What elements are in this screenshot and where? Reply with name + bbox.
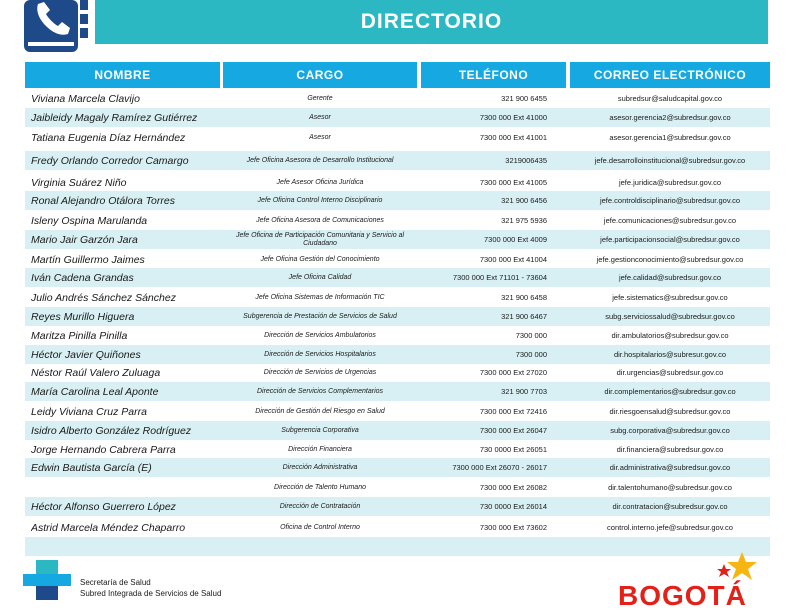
column-header-telefono: TELÉFONO <box>421 62 566 88</box>
table-row <box>25 518 770 537</box>
table-row <box>25 89 770 108</box>
table-row <box>25 268 770 287</box>
contact-email: dir.riesgoensalud@subredsur.gov.co <box>609 407 731 416</box>
table-row <box>25 151 770 170</box>
table-row <box>25 345 770 364</box>
contact-cargo: Gerente <box>307 94 333 102</box>
contact-cargo: Subgerencia Corporativa <box>281 426 359 434</box>
contact-cargo <box>223 537 417 556</box>
column-header-cargo: CARGO <box>223 62 417 88</box>
contact-email: subg.corporativa@subredsur.gov.co <box>610 426 730 435</box>
contact-phone: 7300 000 Ext 71101 - 73604 <box>452 273 547 282</box>
contact-cargo: Dirección de Gestión del Riesgo en Salud <box>255 407 385 415</box>
contact-email: dir.hospitalarios@subresur.gov.co <box>613 350 727 359</box>
contact-name: Héctor Javier Quiñones <box>31 348 141 361</box>
contact-email: dir.complementarios@subredsur.gov.co <box>604 387 736 396</box>
contact-phone: 3219006435 <box>505 156 547 165</box>
contact-name: Maritza Pinilla Pinilla <box>31 329 128 342</box>
contact-cargo: Asesor <box>309 113 331 121</box>
table-row <box>25 537 770 556</box>
contact-name: Iván Cadena Grandas <box>31 271 134 284</box>
contact-email: jefe.calidad@subredsur.gov.co <box>618 273 722 282</box>
contact-name <box>31 537 225 556</box>
contact-phone: 7300 000 Ext 26070 - 26017 <box>452 463 547 472</box>
contact-email: asesor.gerencia2@subredsur.gov.co <box>609 113 731 122</box>
contact-cargo: Jefe Oficina Asesora de Comunicaciones <box>256 216 384 224</box>
footer-line-1: Secretaría de Salud <box>80 578 151 587</box>
table-row <box>25 108 770 127</box>
table-row <box>25 288 770 307</box>
contact-phone: 7300 000 Ext 27020 <box>479 368 547 377</box>
contact-email: dir.ambulatorios@subredsur.gov.co <box>611 331 729 340</box>
contact-cargo: Jefe Oficina Calidad <box>288 273 352 281</box>
phone-book-icon <box>22 0 92 54</box>
contact-phone: 730 0000 Ext 26051 <box>479 445 547 454</box>
table-row <box>25 230 770 249</box>
contact-email: jefe.participacionsocial@subredsur.gov.co <box>600 235 740 244</box>
contact-name: Fredy Orlando Corredor Camargo <box>31 154 189 167</box>
contact-email: dir.talentohumano@subredsur.gov.co <box>608 483 732 492</box>
contact-phone: 7300 000 Ext 41004 <box>479 255 547 264</box>
contact-name: Reyes Murillo Higuera <box>31 310 135 323</box>
table-row <box>25 497 770 516</box>
contact-email: subg.serviciossalud@subredsur.gov.co <box>605 312 735 321</box>
contact-name: Isleny Ospina Marulanda <box>31 214 148 227</box>
table-row <box>25 363 770 382</box>
contact-phone: 321 900 6455 <box>501 94 547 103</box>
table-row <box>25 440 770 459</box>
contact-email: control.interno.jefe@subredsur.gov.co <box>607 523 733 532</box>
contact-phone: 321 900 6467 <box>501 312 547 321</box>
table-row <box>25 402 770 421</box>
contact-name: Viviana Marcela Clavijo <box>31 92 140 105</box>
table-row <box>25 421 770 440</box>
table-row <box>25 382 770 401</box>
contact-cargo: Dirección Administrativa <box>282 463 358 471</box>
contact-phone: 7300 000 Ext 72416 <box>479 407 547 416</box>
table-row <box>25 458 770 477</box>
contact-phone: 7300 000 Ext 26047 <box>479 426 547 435</box>
contact-phone <box>423 537 547 556</box>
contact-cargo: Dirección de Servicios Complementarios <box>256 387 384 395</box>
contact-cargo: Subgerencia de Prestación de Servicios de Salud <box>243 312 397 320</box>
contact-cargo: Dirección Financiera <box>288 445 352 453</box>
contact-cargo: Jefe Oficina Sistemas de Información TIC <box>255 293 385 301</box>
contact-phone: 730 0000 Ext 26014 <box>479 502 547 511</box>
brand-logo-text: BOGOTÁ <box>618 580 747 611</box>
table-row <box>25 211 770 230</box>
contact-name: Martín Guillermo Jaimes <box>31 253 145 266</box>
contact-phone: 321 975 5936 <box>501 216 547 225</box>
contact-name: Edwin Bautista García (E) <box>31 461 152 474</box>
contact-email: jefe.desarrolloinstitucional@subredsur.gov.co <box>594 156 746 165</box>
contact-cargo: Jefe Asesor Oficina Jurídica <box>276 178 364 186</box>
footer-line-2: Subred Integrada de Servicios de Salud <box>80 589 222 598</box>
column-header-nombre: NOMBRE <box>25 62 220 88</box>
table-row <box>25 128 770 147</box>
table-row <box>25 478 770 497</box>
table-row <box>25 191 770 210</box>
contact-email: subredsur@saludcapital.gov.co <box>617 94 723 103</box>
contact-email: jefe.comunicaciones@subredsur.gov.co <box>603 216 737 225</box>
contact-name: Tatiana Eugenia Díaz Hernández <box>31 131 186 144</box>
contact-email: jefe.juridica@subredsur.gov.co <box>618 178 722 187</box>
contact-name: Isidro Alberto González Rodríguez <box>31 424 192 437</box>
contact-name: Néstor Raúl Valero Zuluaga <box>31 366 161 379</box>
contact-cargo: Asesor <box>309 133 331 141</box>
table-row <box>25 307 770 326</box>
contact-phone: 7300 000 Ext 4009 <box>484 235 547 244</box>
contact-phone: 7300 000 Ext 41001 <box>479 133 547 142</box>
contact-name: Virginia Suárez Niño <box>31 176 127 189</box>
health-cross-logo-icon <box>20 560 75 600</box>
contact-cargo: Jefe Oficina Control Interno Disciplinario <box>257 196 383 204</box>
contact-cargo: Dirección de Contratación <box>279 502 361 510</box>
table-row <box>25 326 770 345</box>
column-header-correo: CORREO ELECTRÓNICO <box>570 62 770 88</box>
contact-cargo: Jefe Oficina Asesora de Desarrollo Institucional <box>246 156 394 164</box>
contact-name: María Carolina Leal Aponte <box>31 385 159 398</box>
contact-cargo: Dirección de Servicios de Urgencias <box>263 368 377 376</box>
contact-email: asesor.gerencia1@subredsur.gov.co <box>609 133 731 142</box>
contact-name <box>31 478 225 497</box>
page-title: DIRECTORIO <box>360 10 503 33</box>
contact-name: Julio Andrés Sánchez Sánchez <box>31 291 176 304</box>
contact-cargo: Dirección de Servicios Hospitalarios <box>264 350 376 358</box>
contact-email: dir.urgencias@subredsur.gov.co <box>616 368 724 377</box>
contact-cargo: Oficina de Control Interno <box>280 523 360 531</box>
contact-email: jefe.gestionconocimiento@subredsur.gov.co <box>596 255 744 264</box>
contact-name: Leidy Viviana Cruz Parra <box>31 405 147 418</box>
contact-name: Héctor Alfonso Guerrero López <box>31 500 176 513</box>
contact-phone: 7300 000 Ext 41005 <box>479 178 547 187</box>
contact-cargo: Jefe Oficina Gestión del Conocimiento <box>260 255 380 263</box>
contact-phone: 7300 000 <box>515 350 547 359</box>
table-row <box>25 250 770 269</box>
contact-name: Mario Jair Garzón Jara <box>31 233 138 246</box>
contact-cargo: Dirección de Talento Humano <box>274 483 366 491</box>
contact-cargo: Dirección de Servicios Ambulatorios <box>264 331 376 339</box>
contact-name: Jorge Hernando Cabrera Parra <box>31 443 176 456</box>
contact-cargo: Jefe Oficina de Participación Comunitaria y Servicio al Ciudadano <box>235 232 405 247</box>
contact-email: jefe.controldisciplinario@subredsur.gov.co <box>599 196 741 205</box>
contact-phone: 7300 000 Ext 26082 <box>479 483 547 492</box>
contact-name: Ronal Alejandro Otálora Torres <box>31 194 175 207</box>
table-row <box>25 173 770 192</box>
contact-phone: 7300 000 Ext 73602 <box>479 523 547 532</box>
contact-phone: 7300 000 <box>515 331 547 340</box>
contact-email: dir.administrativa@subredsur.gov.co <box>609 463 731 472</box>
contact-phone: 321 900 6458 <box>501 293 547 302</box>
contact-phone: 7300 000 Ext 41000 <box>479 113 547 122</box>
contact-phone: 321 900 6456 <box>501 196 547 205</box>
contact-name: Astrid Marcela Méndez Chaparro <box>31 521 186 534</box>
contact-phone: 321 900 7703 <box>501 387 547 396</box>
contact-email: dir.financiera@subredsur.gov.co <box>616 445 724 454</box>
contact-name: Jaibleidy Magaly Ramírez Gutiérrez <box>31 111 198 124</box>
contact-email: dir.contratacion@subredsur.gov.co <box>612 502 728 511</box>
contact-email: jefe.sistematics@subredsur.gov.co <box>612 293 728 302</box>
title-banner <box>95 0 768 44</box>
